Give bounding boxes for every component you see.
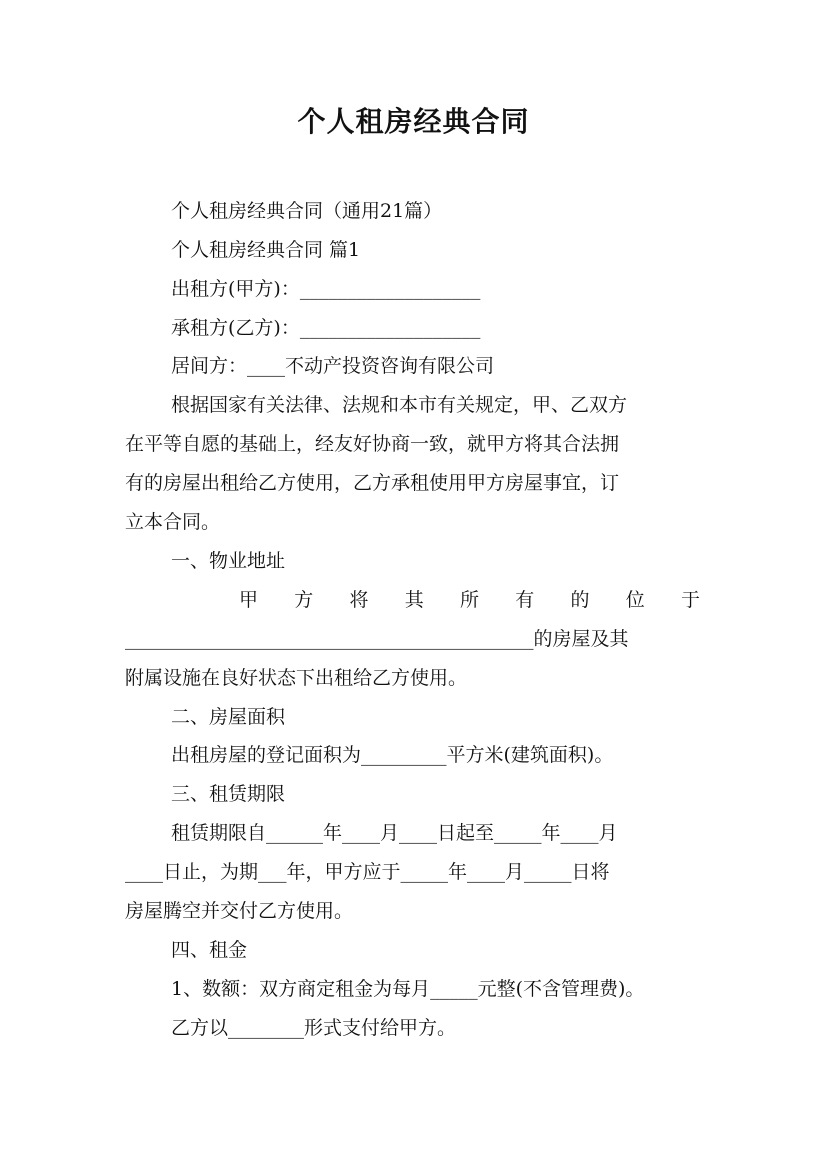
- paragraph-line: 有的房屋出租给乙方使用，乙方承租使用甲方房屋事宜，订: [125, 472, 620, 494]
- paragraph-line: 在平等自愿的基础上，经友好协商一致，就甲方将其合法拥: [125, 433, 620, 455]
- paragraph-line: 乙方以________形式支付给甲方。: [171, 1017, 457, 1039]
- lessee-field: 承租方(乙方)：___________________: [171, 317, 481, 339]
- document-title: 个人租房经典合同: [297, 105, 530, 138]
- paragraph-char: 其: [404, 589, 424, 611]
- section-heading: 四、租金: [171, 939, 248, 961]
- paragraph-line: 出租房屋的登记面积为_________平方米(建筑面积)。: [171, 744, 614, 766]
- lessor-field: 出租方(甲方)：___________________: [171, 278, 481, 300]
- paragraph-line: 立本合同。: [125, 511, 221, 533]
- section-heading: 二、房屋面积: [171, 706, 286, 728]
- paragraph-char: 有: [515, 589, 535, 611]
- intermediary-field: 居间方：____不动产投资咨询有限公司: [171, 355, 495, 377]
- section-heading: 个人租房经典合同 篇1: [171, 239, 361, 261]
- paragraph-char: 甲: [239, 589, 259, 611]
- paragraph-char: 位: [625, 589, 645, 611]
- paragraph-line: ___________________________________________的房屋及其: [125, 628, 629, 650]
- paragraph-line: 租赁期限自______年____月____日起至_____年____月: [171, 822, 618, 844]
- paragraph-line: 1、数额：双方商定租金为每月_____元整(不含管理费)。: [171, 978, 645, 1000]
- paragraph-char: 的: [570, 589, 590, 611]
- paragraph-char: 方: [294, 589, 314, 611]
- paragraph-line: ____日止，为期___年，甲方应于_____年____月_____日将: [125, 861, 610, 883]
- paragraph-line: 房屋腾空并交付乙方使用。: [125, 900, 354, 922]
- paragraph-char: 将: [349, 589, 369, 611]
- document-subtitle: 个人租房经典合同（通用21篇）: [171, 200, 443, 222]
- paragraph-line: 附属设施在良好状态下出租给乙方使用。: [125, 667, 468, 689]
- paragraph-char: 所: [460, 589, 480, 611]
- paragraph-line: 根据国家有关法律、法规和本市有关规定，甲、乙双方: [171, 394, 628, 416]
- section-heading: 三、租赁期限: [171, 783, 286, 805]
- paragraph-char: 于: [681, 589, 701, 611]
- section-heading: 一、物业地址: [171, 550, 286, 572]
